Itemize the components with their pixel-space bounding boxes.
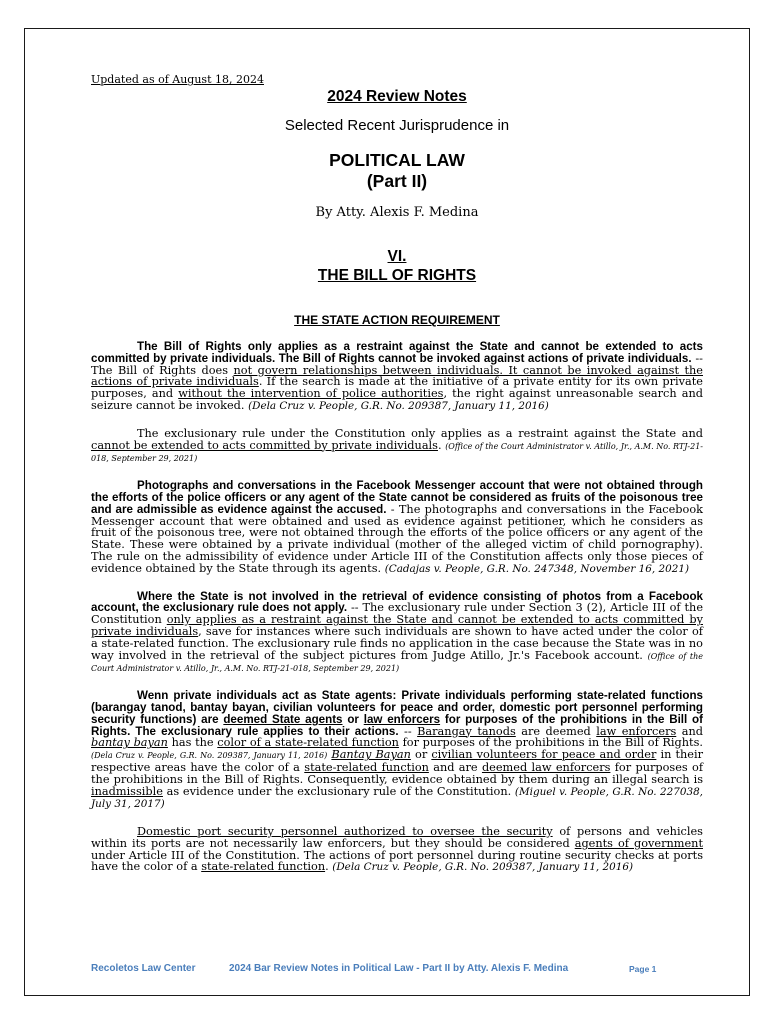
- section-title: THE BILL OF RIGHTS: [317, 267, 477, 284]
- paragraph-text: as evidence under the exclusionary rule of the Constitution.: [162, 784, 515, 798]
- underlined-text: not govern relationships between individuals. It cannot be invoked against the actions of private individuals: [91, 363, 703, 389]
- paragraph-heading: for purposes of the prohibitions in the Bill of Rights. The exclusionary rule applies to their actions.: [91, 712, 703, 738]
- paragraph-text: -- The Bill of Rights does: [91, 351, 703, 377]
- paragraph-text: for purposes of the prohibitions in the Bill of Rights.: [398, 736, 703, 750]
- paragraph-text: are deemed: [515, 724, 597, 738]
- page-content: [91, 73, 703, 874]
- paragraph-text: in their respective areas have the color of a: [91, 748, 703, 774]
- subheading: THE STATE ACTION REQUIREMENT: [294, 313, 500, 327]
- paragraph-text: and: [676, 724, 703, 738]
- underlined-text: Barangay tanods: [417, 724, 516, 738]
- paragraph-text: --: [398, 724, 418, 738]
- underlined-text: civilian volunteers for peace and order: [431, 748, 657, 762]
- paragraph-text: and are: [428, 760, 482, 774]
- author-byline: By Atty. Alexis F. Medina: [315, 205, 479, 220]
- citation: (Dela Cruz v. People, G.R. No. 209387, January 11, 2016): [91, 751, 328, 761]
- paragraph-heading: Photographs and conversations in the Facebook Messenger account that were not obtained through the efforts of the police officers or any agent of the State cannot be considered as fruits of the poisonous tree and are admissible as evidence against the accused.: [91, 479, 703, 516]
- page-footer: [25, 963, 751, 977]
- paragraph-text: has the: [167, 736, 218, 750]
- footer-publisher: Recoletos Law Center: [91, 963, 196, 974]
- citation: (Office of the Court Administrator v. Atillo, Jr., A.M. No. RTJ-21-018, September 29, 2021): [91, 651, 703, 674]
- underlined-heading-text: deemed State agents: [223, 712, 343, 726]
- paragraph-heading: The Bill of Rights only applies as a restraint against the State and cannot be extended to acts committed by private individuals. The Bill of Rights cannot be invoked against actions of private individuals.: [91, 340, 703, 365]
- underlined-text: inadmissible: [91, 784, 163, 798]
- paragraph-text: The exclusionary rule under the Constitution only applies as a restraint against the State and: [137, 426, 703, 440]
- paragraph: [91, 826, 703, 874]
- citation: (Dela Cruz v. People, G.R. No. 209387, January 11, 2016): [248, 399, 549, 412]
- paragraph: [91, 591, 703, 676]
- paragraph-heading: Where the State is not involved in the retrieval of evidence consisting of photos from a Facebook account, the exclusionary rule does not apply.: [91, 589, 703, 615]
- paragraph: [91, 341, 703, 413]
- underlined-text: state-related function: [201, 860, 326, 874]
- updated-date: Updated as of August 18, 2024: [91, 73, 264, 86]
- paragraph-text: , save for instances where such individuals are shown to have acted under the color of a state-related function. The exclusionary rule finds no application in the case because the State was in no way involved in the retrieval of the subject pictures from Judge Atillo, Jr.'s Facebook account.: [91, 624, 703, 662]
- document-page: [24, 28, 750, 996]
- paragraph-text: or: [410, 748, 432, 762]
- underlined-text: state-related function: [304, 760, 429, 774]
- underlined-text: agents of government: [574, 836, 703, 850]
- underlined-heading-text: law enforcers: [363, 712, 441, 726]
- underlined-text: color of a state-related function: [217, 736, 399, 750]
- main-title-part: (Part II): [366, 171, 428, 191]
- subtitle: Selected Recent Jurisprudence in: [284, 117, 510, 134]
- underlined-text: without the intervention of police authorities: [178, 387, 444, 401]
- paragraph-text: , the right against unreasonable search and seizure cannot be invoked.: [91, 387, 703, 412]
- underlined-text: deemed law enforcers: [481, 760, 611, 774]
- underlined-text: Bantay Bayan: [331, 748, 411, 762]
- paragraph-text: of persons and vehicles within its ports are not necessarily law enforcers, but they should be considered: [91, 825, 703, 850]
- main-title: POLITICAL LAW: [329, 150, 465, 170]
- page-number: Page 1: [629, 964, 657, 974]
- citation: (Office of the Court Administrator v. Atillo, Jr., A.M. No. RTJ-21-018, September 29, 2021): [91, 441, 704, 464]
- citation: (Dela Cruz v. People, G.R. No. 209387, January 11, 2016): [332, 861, 634, 874]
- paragraph-heading: Wenn private individuals act as State agents: Private individuals performing state-related functions (barangay tanod, bantay bayan, civilian volunteers for peace and order, domestic port personnel performing security functions) are: [91, 689, 703, 726]
- underlined-text: law enforcers: [596, 724, 677, 738]
- review-notes-title: 2024 Review Notes: [327, 88, 467, 105]
- paragraph: [91, 480, 703, 575]
- citation: (Cadajas v. People, G.R. No. 247348, November 16, 2021): [384, 562, 690, 575]
- underlined-text: only applies as a restraint against the State and cannot be extended to acts committed by private individuals: [91, 613, 703, 638]
- citation: (Miguel v. People, G.R. No. 227038, July 31, 2017): [91, 785, 703, 811]
- paragraph-text: - The photographs and conversations in the Facebook Messenger account that were obtained and used as evidence against petitioner, which he considers as fruit of the poisonous tree, were not obtained through the efforts of the police officers or any agent of the State. These were obtained by a private individual (mother of the alleged victim of child pornography). The rule on the admissibility of evidence under Article III of the Constitution affects only those pieces of evidence obtained by the State through its agents.: [91, 502, 703, 575]
- paragraph-text: .: [437, 438, 446, 452]
- section-number: VI.: [387, 248, 407, 265]
- paragraph: [91, 428, 703, 465]
- paragraph-text: -- The exclusionary rule under Section 3 (2), Article III of the Constitution: [91, 601, 704, 627]
- paragraph-text: under Article III of the Constitution. The actions of port personnel during routine security checks at ports have the color of a: [91, 848, 703, 874]
- paragraph-text: . If the search is made at the initiative of a private entity for its own private purposes, and: [91, 375, 703, 401]
- paragraph-heading: or: [342, 712, 364, 726]
- paragraph-text: for purposes of the prohibitions in the Bill of Rights. Consequently, evidence obtained by them during an illegal search is: [91, 760, 703, 786]
- underlined-text: Domestic port security personnel authorized to oversee the security: [137, 825, 553, 839]
- paragraph-text: .: [325, 860, 333, 874]
- underlined-text: cannot be extended to acts committed by private individuals: [91, 438, 438, 452]
- paragraph: [91, 690, 703, 811]
- footer-title: 2024 Bar Review Notes in Political Law - Part II by Atty. Alexis F. Medina: [229, 963, 569, 974]
- underlined-text: bantay bayan: [91, 736, 168, 750]
